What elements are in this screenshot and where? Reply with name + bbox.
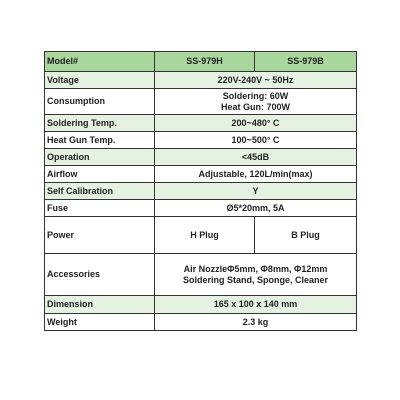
dimension-value: 165 x 100 x 140 mm — [155, 296, 357, 314]
table-row-self-calibration — [45, 183, 357, 200]
operation-label: Operation — [45, 149, 155, 166]
table-row-model — [45, 52, 357, 72]
power-value-a: H Plug — [155, 217, 255, 254]
airflow-value: Adjustable, 120L/min(max) — [155, 166, 357, 183]
accessories-label: Accessories — [45, 254, 155, 296]
spec-table — [44, 51, 357, 331]
dimension-label: Dimension — [45, 296, 155, 314]
accessories-line-1: Air NozzleΦ5mm, Φ8mm, Φ12mm — [183, 263, 328, 274]
power-label: Power — [45, 217, 155, 254]
weight-value: 2.3 kg — [155, 314, 357, 331]
consumption-line-2: Heat Gun: 700W — [220, 101, 290, 112]
fuse-label: Fuse — [45, 200, 155, 217]
soldering-temp-label: Soldering Temp. — [45, 115, 155, 132]
consumption-line-1: Soldering: 60W — [222, 90, 289, 101]
table-row-dimension — [45, 296, 357, 314]
operation-value: <45dB — [155, 149, 357, 166]
voltage-label: Voltage — [45, 72, 155, 89]
voltage-value: 220V-240V ~ 50Hz — [155, 72, 357, 89]
table-row-power — [45, 217, 357, 254]
table-row-consumption — [45, 89, 357, 115]
table-row-operation — [45, 149, 357, 166]
soldering-temp-value: 200~480° C — [155, 115, 357, 132]
self-calibration-value: Y — [155, 183, 357, 200]
model-label: Model# — [45, 52, 155, 72]
airflow-label: Airflow — [45, 166, 155, 183]
consumption-value — [155, 89, 357, 115]
self-calibration-label: Self Calibration — [45, 183, 155, 200]
table-row-voltage — [45, 72, 357, 89]
heat-gun-temp-value: 100~500° C — [155, 132, 357, 149]
table-row-soldering-temp — [45, 115, 357, 132]
table-row-weight — [45, 314, 357, 331]
consumption-label: Consumption — [45, 89, 155, 115]
model-b: SS-979B — [255, 52, 357, 72]
power-value-b: B Plug — [255, 217, 357, 254]
heat-gun-temp-label: Heat Gun Temp. — [45, 132, 155, 149]
fuse-value: Ø5*20mm, 5A — [155, 200, 357, 217]
table-row-airflow — [45, 166, 357, 183]
accessories-value — [155, 254, 357, 296]
table-row-accessories — [45, 254, 357, 296]
table-row-fuse — [45, 200, 357, 217]
table-row-heat-gun-temp — [45, 132, 357, 149]
weight-label: Weight — [45, 314, 155, 331]
accessories-line-2: Soldering Stand, Sponge, Cleaner — [182, 274, 329, 285]
model-a: SS-979H — [155, 52, 255, 72]
